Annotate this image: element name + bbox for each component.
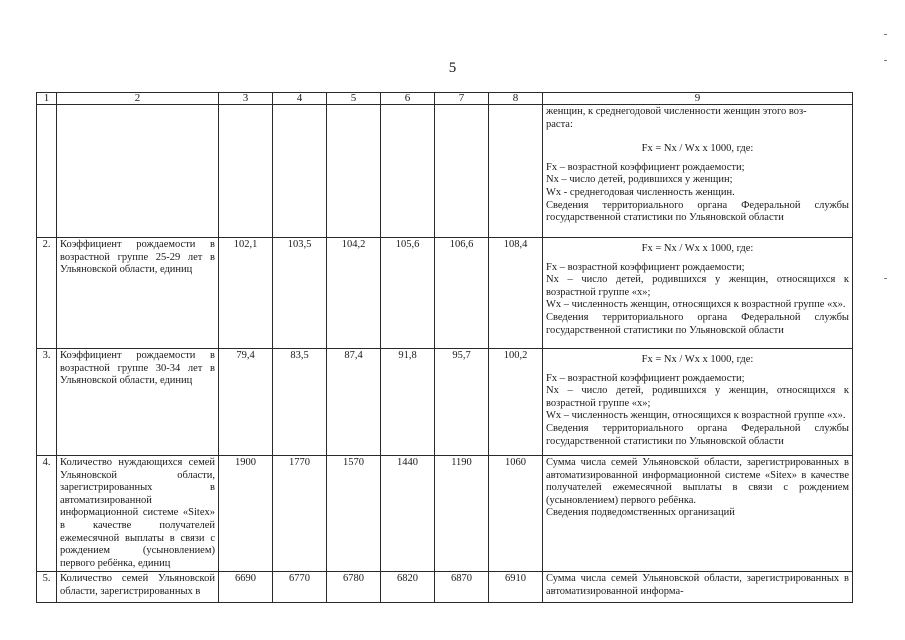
indicator-name: Количество семей Ульяновской области, зарегистрированных в: [57, 572, 219, 603]
method-cell: [543, 349, 853, 456]
table-row-continuation: [37, 105, 853, 238]
value-cell: 103,5: [273, 238, 327, 349]
value-cell: 105,6: [381, 238, 435, 349]
method-formula: Fx = Nx / Wx x 1000, где:: [641, 243, 754, 254]
method-source: Сведения территориального органа Федеральной службы государственной статистики по Ульяновской области: [546, 311, 849, 336]
value-cell: 108,4: [489, 238, 543, 349]
scan-speck: [884, 34, 887, 35]
col-header-5: 5: [327, 93, 381, 105]
value-cell: 6870: [435, 572, 489, 603]
method-definition: Nx – число детей, родившихся у женщин, относящихся к возрастной группе «х»;: [546, 274, 849, 298]
table-row: [37, 349, 853, 456]
col-header-3: 3: [219, 93, 273, 105]
table-cell: [273, 105, 327, 238]
method-source: Сведения подведомственных организаций: [546, 507, 735, 519]
value-cell: 106,6: [435, 238, 489, 349]
value-cell: 100,2: [489, 349, 543, 456]
indicator-name: Коэффициент рождаемости в возрастной группе 25-29 лет в Ульяновской области, единиц: [57, 238, 219, 349]
method-definition: Fx – возрастной коэффициент рождаемости;: [546, 261, 745, 273]
indicator-name: Количество нуждающихся семей Ульяновской области, зарегистрированных в автоматизированной информационной системе «Sitex» в качестве получателей ежемесячной выплаты в связи с рождением (усыновлением) первого ребёнка, единиц: [57, 456, 219, 572]
col-header-7: 7: [435, 93, 489, 105]
value-cell: 6820: [381, 572, 435, 603]
col-header-8: 8: [489, 93, 543, 105]
table-cell: [57, 105, 219, 238]
value-cell: 1900: [219, 456, 273, 572]
table-cell: [37, 105, 57, 238]
value-cell: 104,2: [327, 238, 381, 349]
method-definition: Сумма числа семей Ульяновской области, зарегистрированных в автоматизированной информа-: [546, 573, 849, 597]
table-cell: [435, 105, 489, 238]
col-header-4: 4: [273, 93, 327, 105]
value-cell: 95,7: [435, 349, 489, 456]
value-cell: 1570: [327, 456, 381, 572]
value-cell: 6690: [219, 572, 273, 603]
method-definition: Сумма числа семей Ульяновской области, зарегистрированных в автоматизированной информационной системе «Sitex» в качестве получателей ежемесячной выплаты в связи с рождением (усыновлением) первого ребёнка.: [546, 457, 849, 506]
value-cell: 1770: [273, 456, 327, 572]
value-cell: 102,1: [219, 238, 273, 349]
table-cell: [327, 105, 381, 238]
method-source: Сведения территориального органа Федеральной службы государственной статистики по Ульяновской области: [546, 422, 849, 447]
method-definition: Nx – число детей, родившихся у женщин, относящихся к возрастной группе «х»;: [546, 385, 849, 409]
method-definition: Fx – возрастной коэффициент рождаемости;: [546, 161, 745, 173]
row-number: 2.: [37, 238, 57, 349]
value-cell: 1440: [381, 456, 435, 572]
method-definition: Nx – число детей, родившихся у женщин;: [546, 174, 733, 186]
method-text-line: женщин, к среднегодовой численности женщин этого воз-: [546, 106, 807, 117]
indicator-name: Коэффициент рождаемости в возрастной группе 30-34 лет в Ульяновской области, единиц: [57, 349, 219, 456]
row-number: 3.: [37, 349, 57, 456]
col-header-1: 1: [37, 93, 57, 105]
header-row: [37, 93, 853, 105]
value-cell: 91,8: [381, 349, 435, 456]
table-cell: [219, 105, 273, 238]
table-row: [37, 572, 853, 603]
value-cell: 83,5: [273, 349, 327, 456]
value-cell: 1060: [489, 456, 543, 572]
value-cell: 6780: [327, 572, 381, 603]
method-definition: Wx - среднегодовая численность женщин.: [546, 186, 735, 198]
method-cell: [543, 456, 853, 572]
table-row: [37, 456, 853, 572]
value-cell: 79,4: [219, 349, 273, 456]
table-cell: [489, 105, 543, 238]
col-header-6: 6: [381, 93, 435, 105]
value-cell: 1190: [435, 456, 489, 572]
value-cell: 6770: [273, 572, 327, 603]
table-row: [37, 238, 853, 349]
method-text-line: раста:: [546, 118, 573, 130]
col-header-9: 9: [543, 93, 853, 105]
value-cell: 87,4: [327, 349, 381, 456]
method-source: Сведения территориального органа Федеральной службы государственной статистики по Ульяновской области: [546, 199, 849, 224]
method-definition: Wx – численность женщин, относящихся к возрастной группе «х».: [546, 410, 846, 422]
row-number: 5.: [37, 572, 57, 603]
method-cell: [543, 105, 853, 238]
method-formula: Fx = Nx / Wx x 1000, где:: [641, 143, 754, 155]
method-definition: Fx – возрастной коэффициент рождаемости;: [546, 372, 745, 384]
indicators-table: [36, 92, 853, 603]
method-cell: [543, 572, 853, 603]
value-cell: 6910: [489, 572, 543, 603]
method-cell: [543, 238, 853, 349]
page-number: 5: [448, 60, 457, 76]
table-cell: [381, 105, 435, 238]
row-number: 4.: [37, 456, 57, 572]
scan-speck: [884, 60, 887, 61]
col-header-2: 2: [57, 93, 219, 105]
scan-speck: [884, 278, 887, 279]
method-formula: Fx = Nx / Wx x 1000, где:: [641, 354, 754, 365]
method-definition: Wx – численность женщин, относящихся к возрастной группе «х».: [546, 299, 846, 311]
